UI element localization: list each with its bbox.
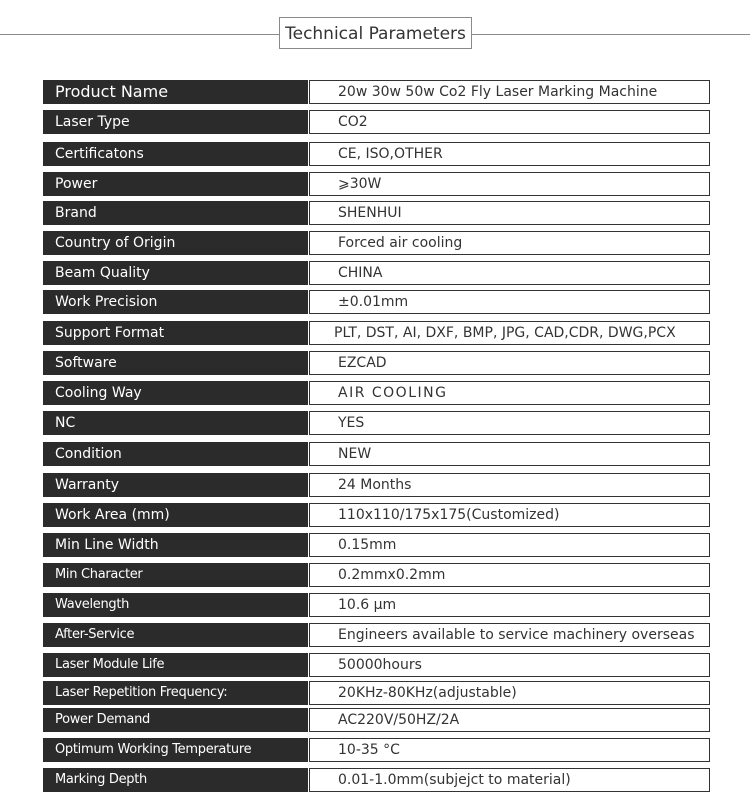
row-value: 24 Months: [309, 473, 710, 497]
table-row: [43, 708, 710, 732]
row-value: ±0.01mm: [309, 290, 710, 314]
row-label: Support Format: [43, 321, 308, 345]
table-row: [43, 172, 710, 196]
table-row: [43, 201, 710, 225]
row-label: Min Line Width: [43, 533, 308, 557]
table-row: [43, 411, 710, 435]
table-row: [43, 503, 710, 527]
row-label: Software: [43, 351, 308, 375]
table-row: [43, 738, 710, 762]
row-value: CHINA: [309, 261, 710, 285]
row-value: YES: [309, 411, 710, 435]
row-label: Power Demand: [43, 708, 308, 732]
row-label: Optimum Working Temperature: [43, 738, 308, 762]
row-value: CE, ISO,OTHER: [309, 142, 710, 166]
row-value: 20KHz-80KHz(adjustable): [309, 681, 710, 705]
table-row: [43, 442, 710, 466]
section-header: [0, 17, 750, 51]
row-label: Work Area (mm): [43, 503, 308, 527]
row-label: Product Name: [43, 80, 308, 104]
row-value: AC220V/50HZ/2A: [309, 708, 710, 732]
row-label: Warranty: [43, 473, 308, 497]
row-label: After-Service: [43, 623, 308, 647]
row-value: 10-35 °C: [309, 738, 710, 762]
row-value: NEW: [309, 442, 710, 466]
page-title: Technical Parameters: [279, 17, 472, 49]
row-label: Condition: [43, 442, 308, 466]
row-label: Brand: [43, 201, 308, 225]
row-value: Engineers available to service machinery overseas: [309, 623, 710, 647]
table-row: [43, 80, 710, 104]
table-row: [43, 142, 710, 166]
row-label: Min Character: [43, 563, 308, 587]
row-value: 10.6 μm: [309, 593, 710, 617]
table-row: [43, 768, 710, 792]
row-value: 50000hours: [309, 653, 710, 677]
row-label: Laser Repetition Frequency:: [43, 681, 308, 705]
row-value: 20w 30w 50w Co2 Fly Laser Marking Machine: [309, 80, 710, 104]
table-row: [43, 321, 710, 345]
row-label: Laser Type: [43, 110, 308, 134]
row-label: Laser Module Life: [43, 653, 308, 677]
row-value: SHENHUI: [309, 201, 710, 225]
row-value: PLT, DST, AI, DXF, BMP, JPG, CAD,CDR, DWG,PCX: [309, 321, 710, 345]
table-row: [43, 231, 710, 255]
row-label: Wavelength: [43, 593, 308, 617]
row-label: Marking Depth: [43, 768, 308, 792]
table-row: [43, 533, 710, 557]
table-row: [43, 381, 710, 405]
row-value: AIR COOLING: [309, 381, 710, 405]
row-label: Beam Quality: [43, 261, 308, 285]
row-value: ⩾30W: [309, 172, 710, 196]
row-value: 110x110/175x175(Customized): [309, 503, 710, 527]
table-row: [43, 563, 710, 587]
row-value: 0.15mm: [309, 533, 710, 557]
row-label: Power: [43, 172, 308, 196]
table-row: [43, 653, 710, 677]
table-row: [43, 593, 710, 617]
row-value: EZCAD: [309, 351, 710, 375]
table-row: [43, 351, 710, 375]
table-row: [43, 290, 710, 314]
row-value: Forced air cooling: [309, 231, 710, 255]
table-row: [43, 473, 710, 497]
row-value: CO2: [309, 110, 710, 134]
row-label: Certificatons: [43, 142, 308, 166]
row-label: NC: [43, 411, 308, 435]
table-row: [43, 261, 710, 285]
row-value: 0.01-1.0mm(subjejct to material): [309, 768, 710, 792]
row-value: 0.2mmx0.2mm: [309, 563, 710, 587]
table-row: [43, 681, 710, 705]
row-label: Work Precision: [43, 290, 308, 314]
row-label: Cooling Way: [43, 381, 308, 405]
row-label: Country of Origin: [43, 231, 308, 255]
table-row: [43, 110, 710, 134]
table-row: [43, 623, 710, 647]
